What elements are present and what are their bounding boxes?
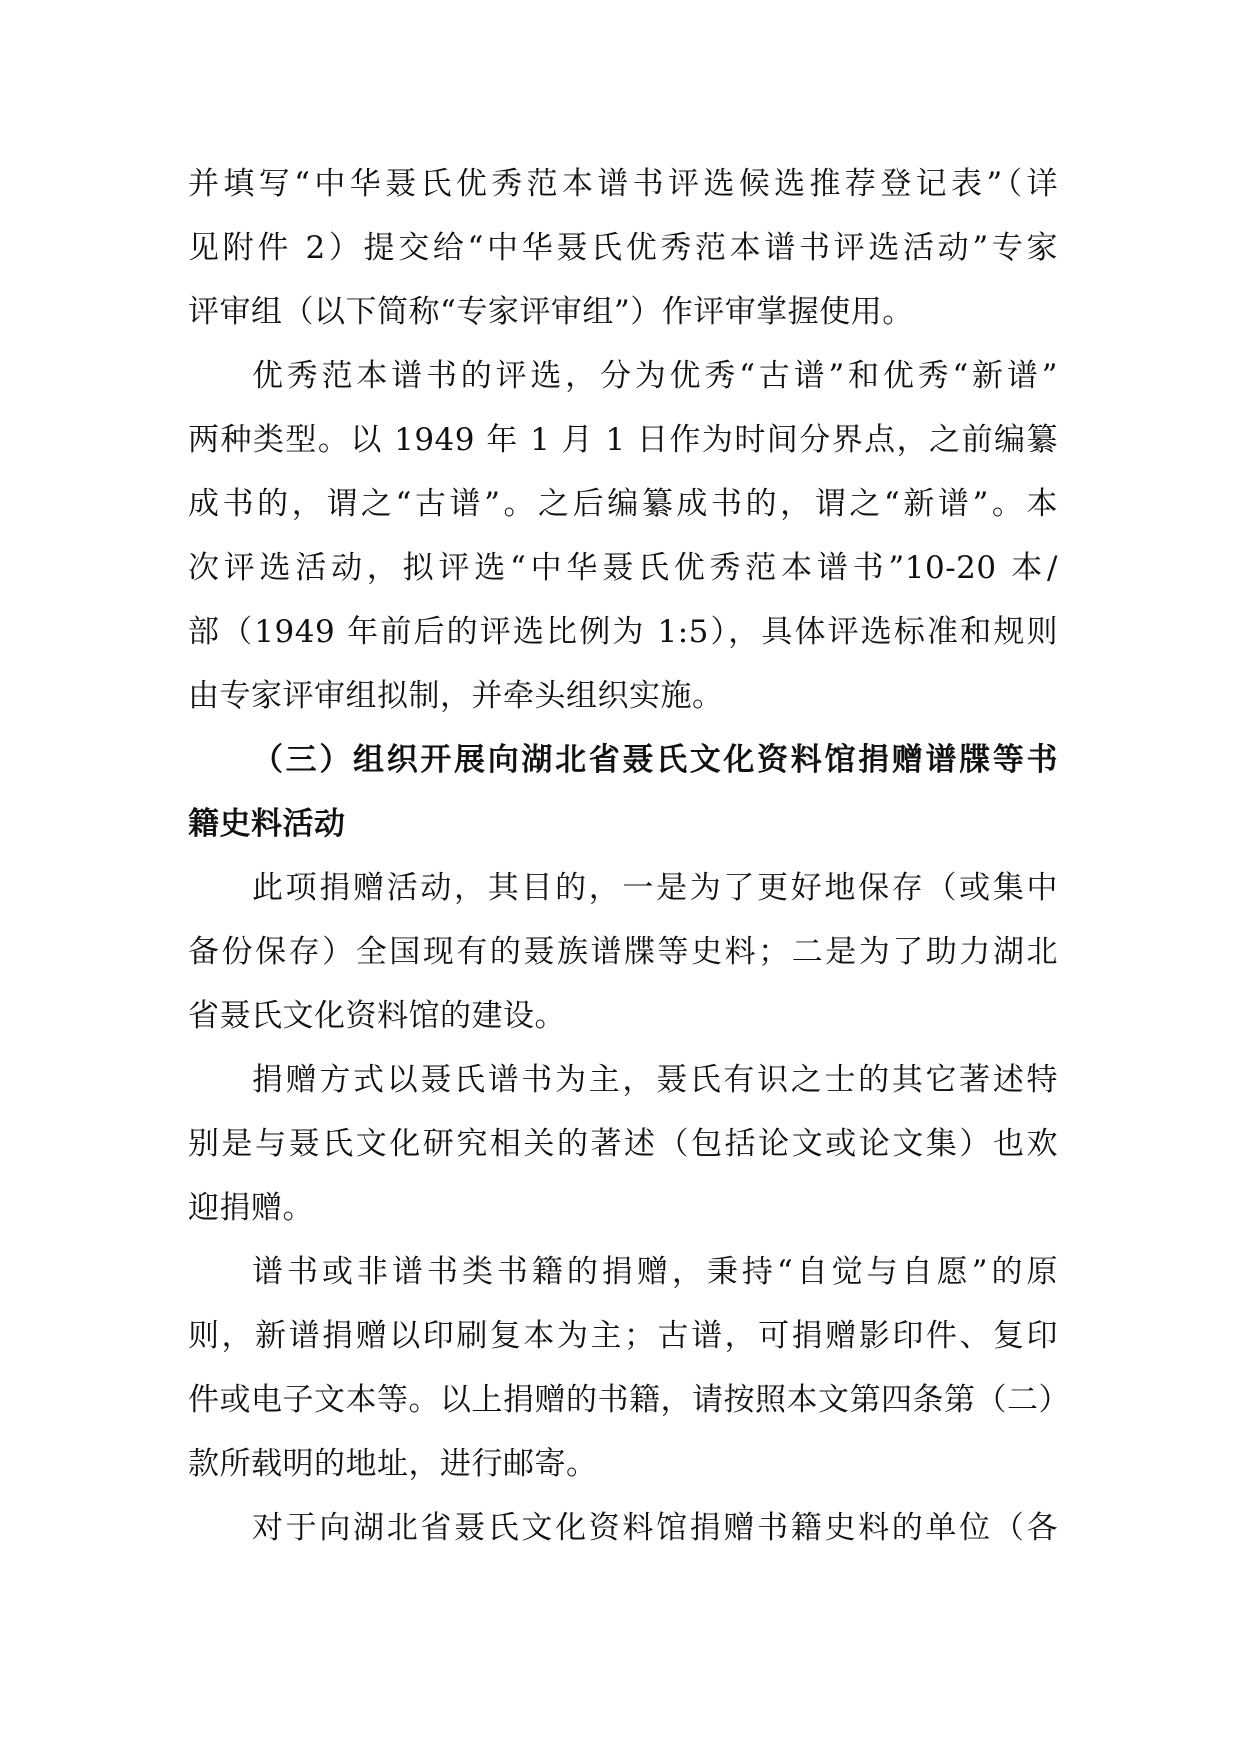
text-line: 件或电子文本等。以上捐赠的书籍，请按照本文第四条第（二） [188, 1382, 1070, 1418]
paragraph-donors [188, 1496, 1058, 1560]
text-line: 此项捐赠活动，其目的，一是为了更好地保存（或集中 [252, 870, 1058, 906]
paragraph-donation-method [188, 1048, 1058, 1240]
text-line: 优秀范本谱书的评选，分为优秀“古谱”和优秀“新谱” [252, 358, 1058, 394]
text-line: 见附件 2）提交给“中华聂氏优秀范本谱书评选活动”专家 [188, 230, 1058, 266]
text-line: 捐赠方式以聂氏谱书为主，聂氏有识之士的其它著述特 [252, 1062, 1058, 1098]
section-heading-donation [188, 728, 1058, 856]
paragraph-registration-form [188, 152, 1058, 344]
document-body [188, 152, 1070, 1560]
text-line: 对于向湖北省聂氏文化资料馆捐赠书籍史料的单位（各 [252, 1510, 1058, 1546]
text-line: 并填写“中华聂氏优秀范本谱书评选候选推荐登记表”（详 [188, 166, 1058, 202]
text-line: 款所载明的地址，进行邮寄。 [188, 1446, 598, 1482]
text-line: 两种类型。以 1949 年 1 月 1 日作为时间分界点，之前编纂 [188, 422, 1058, 458]
text-line: 则，新谱捐赠以印刷复本为主；古谱，可捐赠影印件、复印 [188, 1318, 1058, 1354]
text-line: 次评选活动，拟评选“中华聂氏优秀范本谱书”10-20 本/ [188, 550, 1058, 586]
paragraph-donation-purpose [188, 856, 1058, 1048]
text-line: 部（1949 年前后的评选比例为 1:5），具体评选标准和规则 [188, 614, 1058, 650]
text-line: 省聂氏文化资料馆的建设。 [188, 998, 566, 1034]
heading-line: （三）组织开展向湖北省聂氏文化资料馆捐赠谱牒等书 [252, 742, 1058, 778]
text-line: 备份保存）全国现有的聂族谱牒等史料；二是为了助力湖北 [188, 934, 1058, 970]
text-line: 评审组（以下简称“专家评审组”）作评审掌握使用。 [188, 294, 914, 330]
paragraph-selection-types [188, 344, 1058, 728]
text-line: 迎捐赠。 [188, 1190, 314, 1226]
text-line: 谱书或非谱书类书籍的捐赠，秉持“自觉与自愿”的原 [252, 1254, 1058, 1290]
text-line: 别是与聂氏文化研究相关的著述（包括论文或论文集）也欢 [188, 1126, 1058, 1162]
paragraph-donation-principles [188, 1240, 1070, 1496]
heading-line: 籍史料活动 [188, 806, 346, 842]
text-line: 成书的，谓之“古谱”。之后编纂成书的，谓之“新谱”。本 [188, 486, 1058, 522]
text-line: 由专家评审组拟制，并牵头组织实施。 [188, 678, 724, 714]
